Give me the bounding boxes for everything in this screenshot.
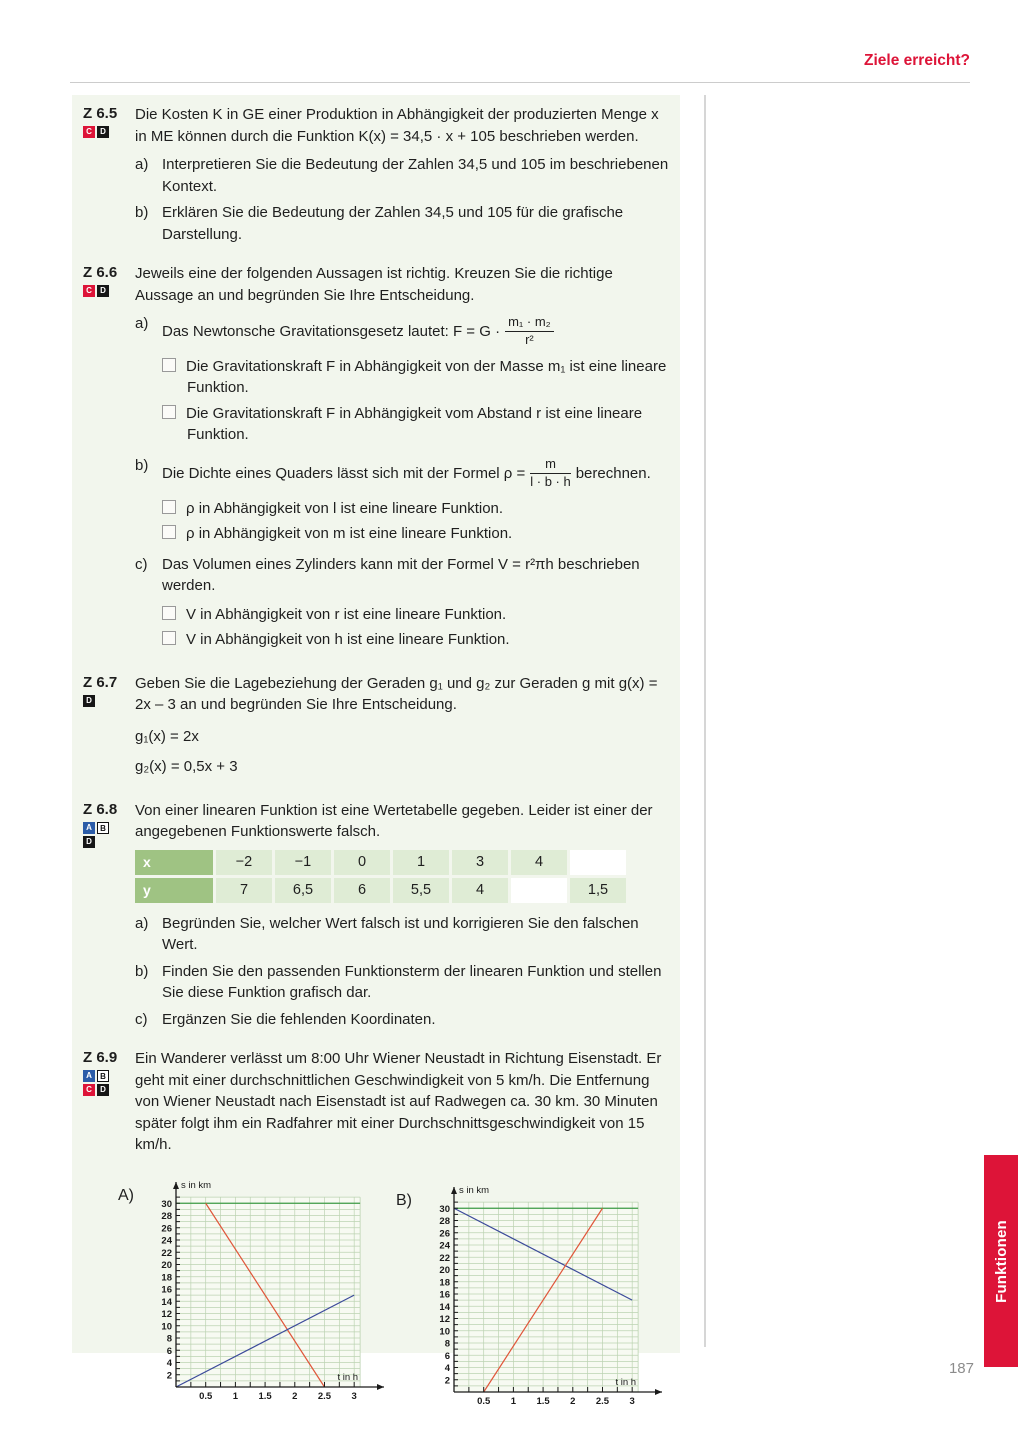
exercise-z6-5 (72, 104, 680, 250)
exercise-number: Z 6.8 (83, 800, 118, 818)
svg-text:0.5: 0.5 (199, 1390, 213, 1402)
subtask-marker: a) (135, 315, 149, 332)
svg-text:3: 3 (351, 1390, 357, 1402)
panel-label-a: A) (118, 1186, 134, 1204)
svg-text:10: 10 (439, 1326, 450, 1337)
table-cell: 1,5 (570, 878, 626, 903)
subtask-marker: b) (135, 204, 149, 221)
checkbox-option: Die Gravitationskraft F in Abhängigkeit vom Abstand r ist eine lineare Funktion. (162, 403, 670, 446)
exercise-z6-6 (72, 263, 680, 660)
subtask-marker: a) (135, 156, 149, 173)
value-table (135, 850, 670, 903)
badge-d: D (83, 836, 95, 848)
column-divider (704, 95, 706, 1347)
svg-text:1: 1 (232, 1390, 239, 1402)
exercise-intro: Von einer linearen Funktion ist eine Wertetabelle gegeben. Leider ist einer der angegebenen Funktionswerte falsch. (135, 801, 653, 841)
exercise-intro: Ein Wanderer verlässt um 8:00 Uhr Wiener Neustadt in Richtung Eisenstadt. Er geht mit einer durchschnittlichen Geschwindigkeit von 5 km/h. Die Entfernung von Wiener Neustadt nach Eisenstadt ist auf Radwegen ca. 30 km. 30 Minuten später folgt ihm ein Radfahrer mit einer Durchschnittsgeschwindigkeit von 15 km/h. (135, 1050, 662, 1154)
svg-text:2: 2 (166, 1370, 172, 1381)
svg-text:4: 4 (444, 1362, 450, 1374)
svg-text:24: 24 (439, 1240, 450, 1252)
svg-text:14: 14 (161, 1296, 172, 1308)
formula-density: Die Dichte eines Quaders lässt sich mit der Formel ρ = $\frac{m}{l \cdot b \cdot h}$ berechnen. (162, 455, 651, 489)
table-cell: 4 (452, 878, 508, 903)
subtask-a (135, 154, 670, 197)
svg-text:t in h: t in h (337, 1371, 359, 1383)
checkbox[interactable] (162, 525, 176, 539)
exercise-number: Z 6.6 (83, 264, 118, 281)
header-rule (70, 82, 970, 83)
table-cell: 3 (452, 850, 508, 875)
svg-text:2: 2 (444, 1375, 450, 1386)
svg-text:2.5: 2.5 (595, 1395, 610, 1407)
subtask-b (135, 455, 670, 549)
svg-text:12: 12 (439, 1313, 450, 1325)
panel-label-b: B) (396, 1191, 412, 1209)
badge-c: C (83, 1084, 95, 1096)
graph-panel-b (396, 1182, 664, 1418)
fraction: $\frac{\text{m₁ · m₂}}{\text{r²}}$ (505, 315, 554, 348)
exercise-gutter (72, 104, 135, 250)
badge-c: C (83, 285, 95, 297)
subtask-text: Ergänzen Sie die fehlenden Koordinaten. (162, 1010, 436, 1028)
svg-text:6: 6 (166, 1345, 172, 1357)
graph-a (146, 1177, 386, 1413)
blank-cell[interactable] (570, 850, 626, 875)
subtask-text: Begründen Sie, welcher Wert falsch ist und korrigieren Sie den falschen Wert. (162, 914, 639, 954)
subtask-marker: b) (135, 962, 149, 980)
exercise-column (72, 95, 680, 1407)
exercise-gutter (72, 800, 135, 1036)
competence-badges (83, 822, 135, 848)
table-cell: 4 (511, 850, 567, 875)
badge-d: D (83, 695, 95, 707)
checkbox[interactable] (162, 606, 176, 620)
badge-d: D (97, 126, 109, 138)
chapter-tab-funktionen: Funktionen (984, 1155, 1018, 1367)
svg-text:24: 24 (161, 1235, 172, 1247)
checkbox[interactable] (162, 358, 176, 372)
exercise-gutter (72, 673, 135, 787)
exercise-number: Z 6.7 (83, 673, 118, 691)
fraction: $\frac{m}{l \cdot b \cdot h}$ (530, 455, 571, 489)
subtask-b (135, 961, 670, 1004)
svg-text:t in h: t in h (615, 1376, 637, 1388)
svg-text:20: 20 (439, 1264, 450, 1276)
checkbox[interactable] (162, 405, 176, 419)
svg-text:30: 30 (439, 1203, 450, 1215)
badge-b: B (97, 1070, 109, 1082)
svg-text:3: 3 (629, 1395, 635, 1407)
exercise-gutter (72, 1048, 135, 1163)
exercise-z6-9 (72, 1048, 680, 1163)
table-cell: −2 (216, 850, 272, 875)
competence-badges (83, 285, 135, 297)
svg-text:1: 1 (510, 1395, 517, 1407)
svg-text:2: 2 (570, 1395, 576, 1407)
competence-badges (83, 1070, 135, 1096)
svg-text:s in km: s in km (181, 1179, 212, 1191)
page-header: Ziele erreicht? (864, 52, 970, 69)
graph-b (424, 1182, 664, 1418)
table-header-y: y (135, 878, 213, 903)
exercise-intro: Die Kosten K in GE einer Produktion in Abhängigkeit der produzierten Menge x in ME können durch die Funktion K(x) = 34,5 · x + 105 beschrieben werden. (135, 106, 659, 145)
checkbox[interactable] (162, 500, 176, 514)
svg-text:22: 22 (161, 1247, 172, 1259)
subtask-marker: a) (135, 914, 149, 932)
subtask-a (135, 913, 670, 956)
svg-text:8: 8 (166, 1333, 172, 1345)
formula-gravitation: Das Newtonsche Gravitationsgesetz lautet: F = G · $\frac{\text{m₁ · m₂}}{\text{r²}}$ (162, 315, 670, 348)
svg-text:26: 26 (161, 1223, 172, 1234)
subtask-text: Finden Sie den passenden Funktionsterm der linearen Funktion und stellen Sie diese Funktion grafisch dar. (162, 962, 662, 1002)
table-cell: 0 (334, 850, 390, 875)
exercise-gutter (72, 263, 135, 660)
checkbox-option: ρ in Abhängigkeit von m ist eine lineare Funktion. (162, 523, 670, 545)
competence-badges (83, 695, 135, 707)
checkbox-option: Die Gravitationskraft F in Abhängigkeit von der Masse m₁ ist eine lineare Funktion. (162, 356, 670, 399)
badge-c: C (83, 126, 95, 138)
subtask-text: Das Volumen eines Zylinders kann mit der Formel V = r²πh beschrieben werden. (162, 555, 640, 595)
subtask-c (135, 1009, 670, 1031)
subtask-text: Interpretieren Sie die Bedeutung der Zahlen 34,5 und 105 im beschriebenen Kontext. (162, 156, 669, 195)
svg-text:28: 28 (161, 1210, 172, 1222)
table-cell: 6 (334, 878, 390, 903)
svg-text:18: 18 (439, 1277, 450, 1288)
svg-text:1.5: 1.5 (536, 1395, 550, 1407)
subtask-c (135, 554, 670, 655)
blank-cell[interactable] (511, 878, 567, 903)
svg-text:30: 30 (161, 1198, 172, 1210)
subtask-text: Erklären Sie die Bedeutung der Zahlen 34,5 und 105 für die grafische Darstellung. (162, 204, 624, 243)
svg-text:2.5: 2.5 (317, 1390, 332, 1402)
graphs-row (118, 1177, 680, 1418)
svg-text:18: 18 (161, 1272, 172, 1283)
subtask-a (135, 313, 670, 450)
function-g2: g₂(x) = 0,5x + 3 (135, 758, 238, 776)
badge-d: D (97, 285, 109, 297)
svg-text:2: 2 (292, 1390, 298, 1402)
table-cell: 6,5 (275, 878, 331, 903)
exercise-number: Z 6.9 (83, 1049, 118, 1067)
svg-text:0.5: 0.5 (477, 1395, 491, 1407)
badge-b: B (97, 822, 109, 834)
svg-text:1.5: 1.5 (258, 1390, 272, 1402)
svg-text:12: 12 (161, 1308, 172, 1320)
subtask-marker: c) (135, 555, 148, 573)
badge-a: A (83, 822, 95, 834)
table-cell: 7 (216, 878, 272, 903)
subtask-marker: b) (135, 456, 149, 474)
exercise-z6-7 (72, 673, 680, 787)
svg-text:14: 14 (439, 1301, 450, 1313)
page-number: 187 (948, 1360, 974, 1377)
svg-text:10: 10 (161, 1321, 172, 1332)
exercise-intro: Jeweils eine der folgenden Aussagen ist richtig. Kreuzen Sie die richtige Aussage an und begründen Sie Ihre Entscheidung. (135, 265, 613, 304)
table-cell: −1 (275, 850, 331, 875)
function-g1: g₁(x) = 2x (135, 727, 199, 745)
exercise-z6-8 (72, 800, 680, 1036)
badge-d: D (97, 1084, 109, 1096)
table-cell: 5,5 (393, 878, 449, 903)
checkbox-option: ρ in Abhängigkeit von l ist eine lineare Funktion. (162, 498, 670, 520)
svg-text:26: 26 (439, 1228, 450, 1239)
exercise-number: Z 6.5 (83, 105, 118, 122)
graph-panel-a (118, 1177, 386, 1418)
svg-text:4: 4 (166, 1357, 172, 1369)
svg-text:s in km: s in km (459, 1184, 490, 1196)
competence-badges (83, 126, 135, 138)
subtask-marker: c) (135, 1010, 148, 1028)
subtask-b (135, 202, 670, 245)
checkbox[interactable] (162, 631, 176, 645)
svg-text:22: 22 (439, 1252, 450, 1264)
checkbox-option: V in Abhängigkeit von h ist eine lineare Funktion. (162, 629, 670, 651)
svg-text:20: 20 (161, 1259, 172, 1271)
checkbox-option: V in Abhängigkeit von r ist eine lineare Funktion. (162, 604, 670, 626)
svg-text:16: 16 (161, 1284, 172, 1296)
svg-text:16: 16 (439, 1289, 450, 1301)
svg-text:28: 28 (439, 1215, 450, 1227)
table-cell: 1 (393, 850, 449, 875)
svg-text:6: 6 (444, 1350, 450, 1362)
table-header-x: x (135, 850, 213, 875)
svg-text:8: 8 (444, 1338, 450, 1350)
exercise-intro: Geben Sie die Lagebeziehung der Geraden g₁ und g₂ zur Geraden g mit g(x) = 2x – 3 an und begründen Sie Ihre Entscheidung. (135, 674, 658, 714)
badge-a: A (83, 1070, 95, 1082)
